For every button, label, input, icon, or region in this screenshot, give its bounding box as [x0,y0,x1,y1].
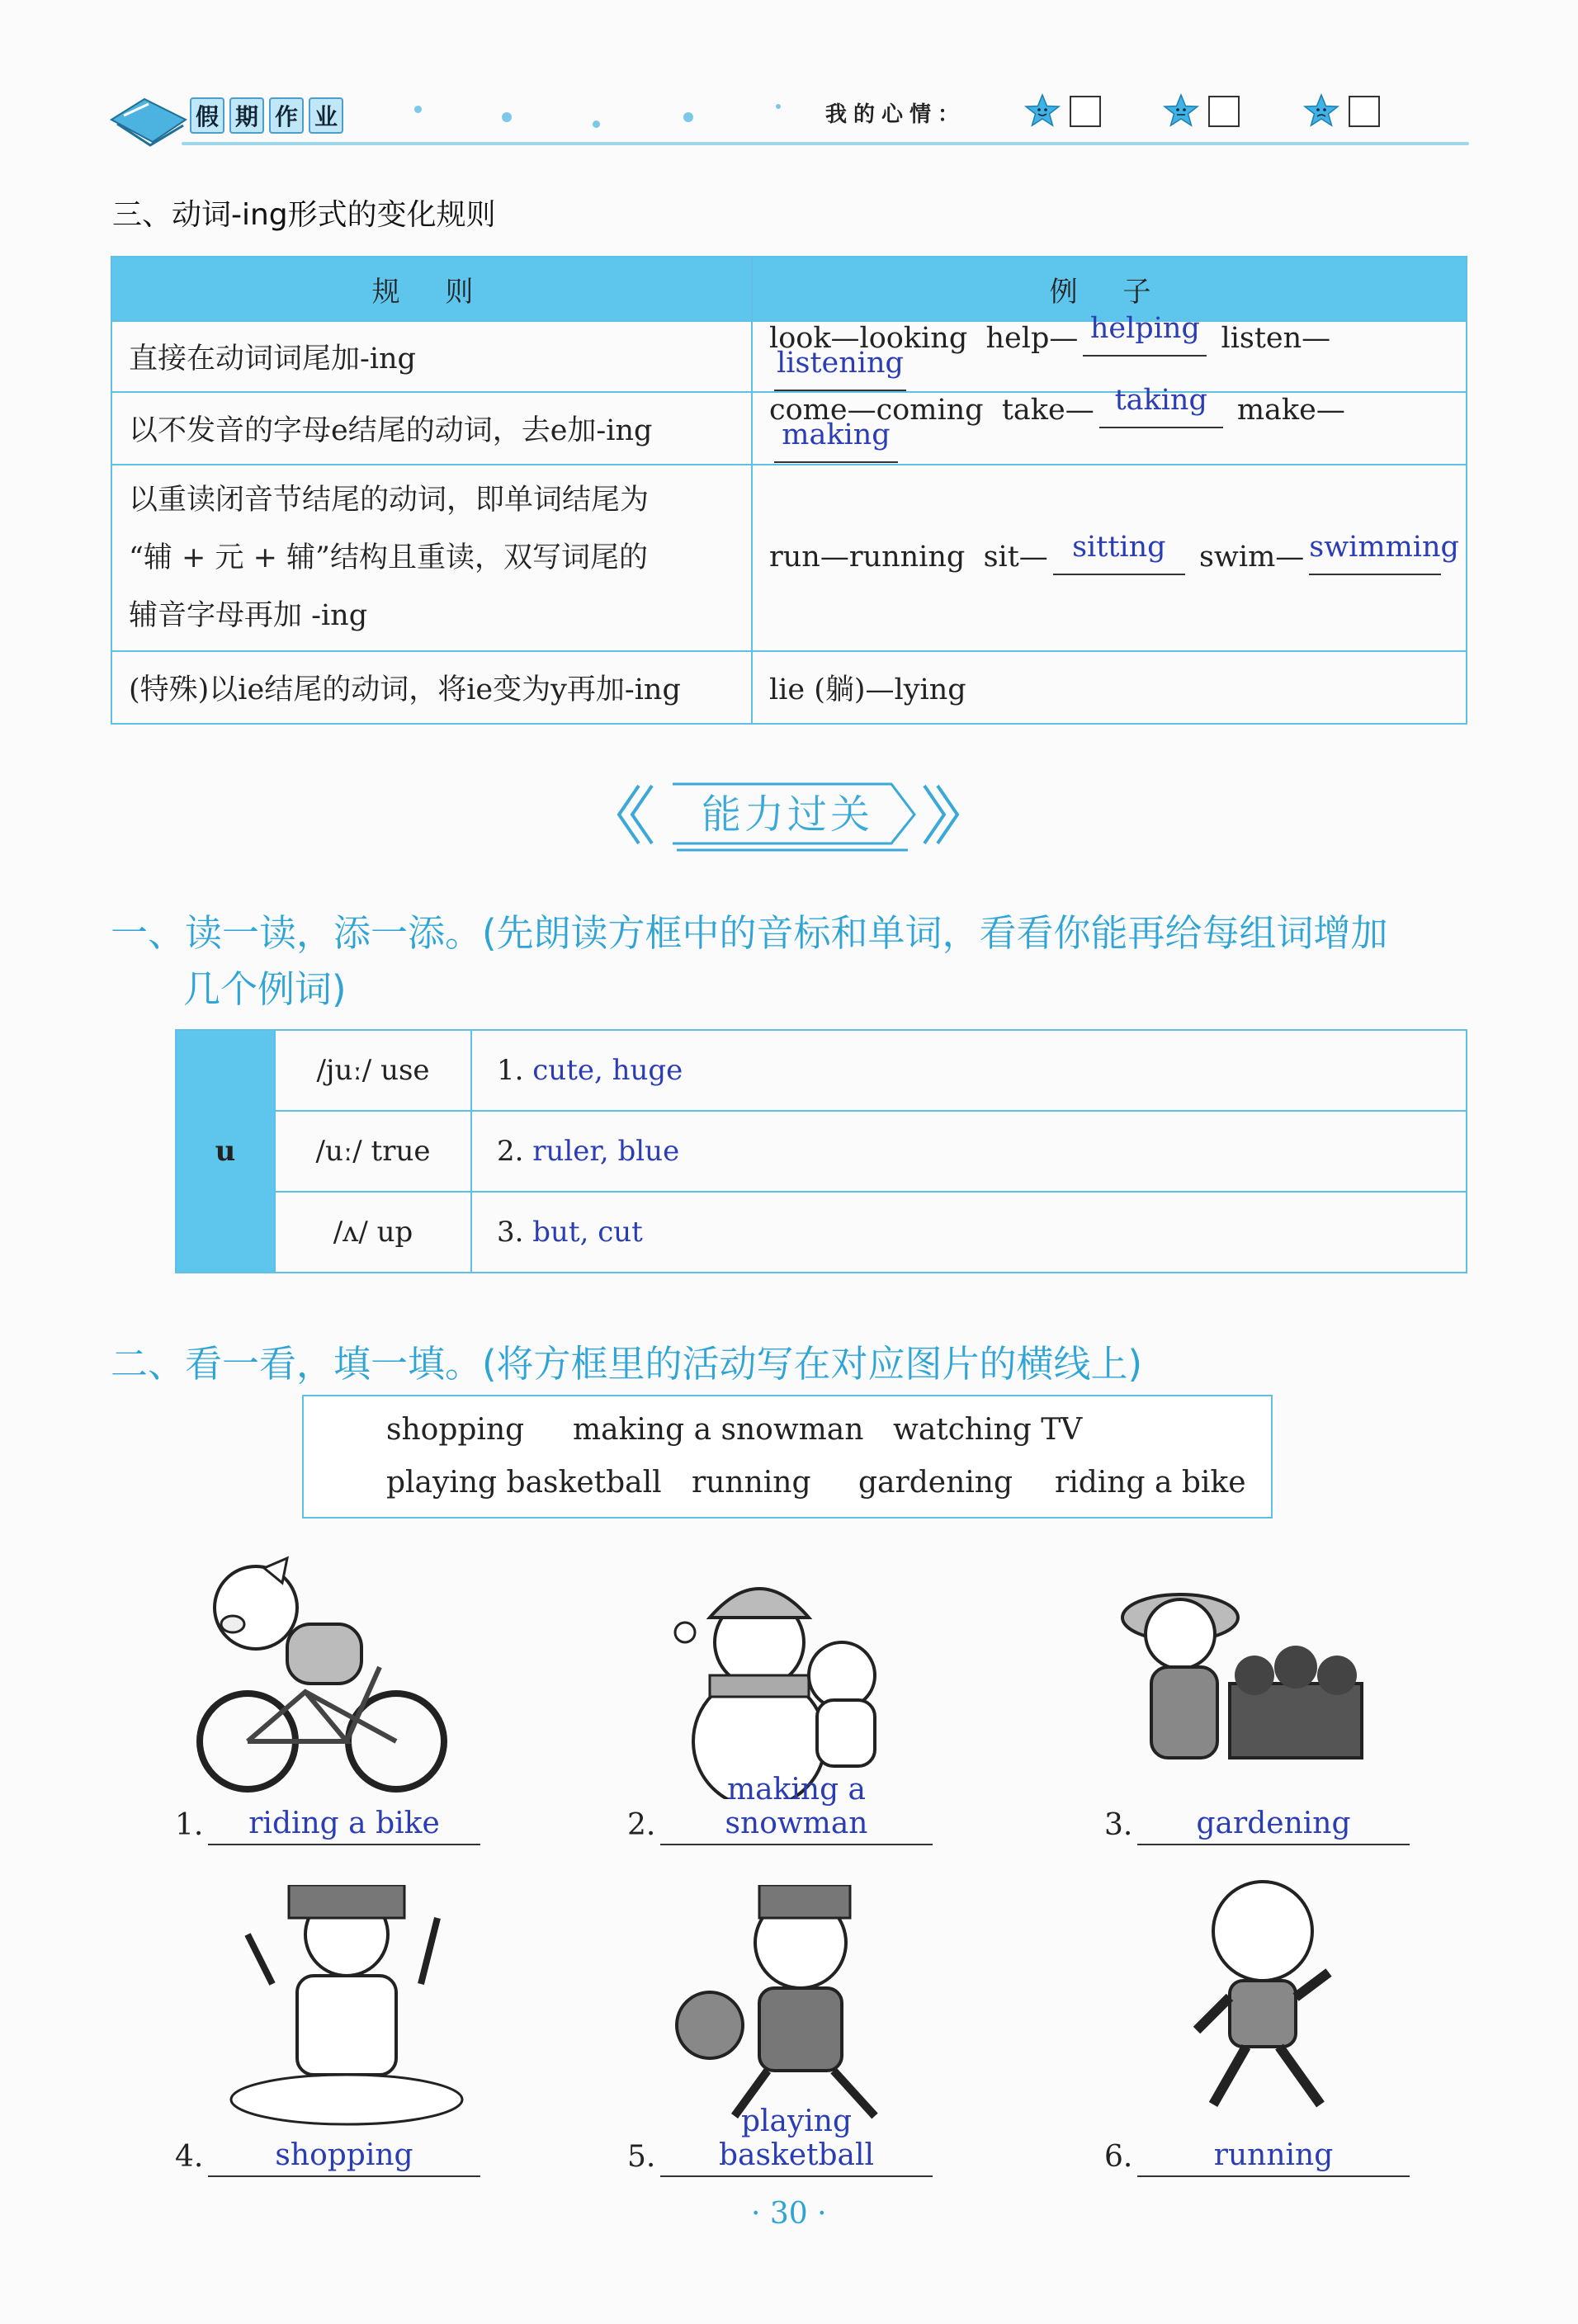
rule-line: 以重读闭音节结尾的动词，即单词结尾为 [129,484,650,517]
example-text: swim— [1198,541,1305,574]
answer-blank[interactable] [774,418,898,463]
header-title-char: 期 [229,97,264,134]
answer-text: playing basketball [660,2104,933,2177]
word-bank-item: running [692,1466,811,1500]
rule-cell: 以不发音的字母e结尾的动词，去e加-ing [111,392,752,465]
header-title-char: 作 [269,97,304,134]
item-number: 2. [497,1135,524,1168]
table-row [176,1111,1467,1192]
pig-playing-basketball-illustration [669,1885,933,2133]
answer-text: running [1137,2138,1410,2177]
word-bank-item: watching TV [893,1413,1083,1447]
answer-text: making a snowman [660,1773,933,1845]
example-answer-cell[interactable] [471,1192,1467,1273]
book-icon [107,91,190,149]
item-number: 1. [175,1808,204,1842]
example-answer-cell[interactable] [471,1030,1467,1111]
example-text: help— [985,322,1079,355]
pig-shopping-illustration [223,1885,487,2133]
answer-text: listening [777,347,904,380]
pig-running-illustration [1139,1873,1403,2121]
mood-checkbox[interactable] [1208,96,1240,127]
example-text: listen— [1221,322,1331,355]
example-cell [752,312,1467,392]
ing-rules-table [111,256,1467,725]
letter-cell: u [176,1030,275,1273]
table-row [111,321,1467,392]
example-answer-cell[interactable] [471,1111,1467,1192]
mood-option[interactable] [1023,92,1101,130]
answer-line-6[interactable] [1104,2128,1418,2177]
phonetic-cell: /ʌ/ up [275,1192,471,1273]
neutral-star-icon [1162,92,1200,130]
answer-text: riding a bike [208,1807,480,1845]
mood-label: 我的心情： [825,102,966,127]
mood-option[interactable] [1162,92,1240,130]
answer-blank[interactable] [1053,531,1185,575]
mood-option[interactable] [1302,92,1380,130]
example-cell [752,465,1467,651]
table-header-row [111,257,1467,321]
part1-title: 一、读一读，添一添。(先朗读方框中的音标和单词，看看你能再给每组词增加 [111,911,1388,955]
answer-text: making [782,418,891,451]
smiling-star-icon [1023,92,1061,130]
header-title-char: 假 [190,97,224,134]
rule-cell: 直接在动词词尾加-ing [111,321,752,392]
item-number: 5. [627,2140,656,2174]
part1-title-cont: 几个例词) [183,967,347,1011]
answer-text: shopping [208,2138,480,2177]
answer-text: gardening [1137,1807,1410,1845]
table-row [176,1030,1467,1111]
example-cell: lie (躺)—lying [752,651,1467,724]
example-text: run—running [769,541,966,574]
answer-text: swimming [1309,531,1459,564]
banner-title: 能力过关 [702,791,874,838]
column-header-rule: 规 则 [111,257,752,321]
page-number: · 30 · [751,2197,827,2231]
table-row [176,1192,1467,1273]
word-bank-item: riding a bike [1055,1466,1246,1500]
phonetic-cell: /uː/ true [275,1111,471,1192]
example-text: come—coming [769,394,984,427]
answer-line-1[interactable] [175,1796,489,1845]
item-number: 4. [175,2140,204,2174]
answer-line-4[interactable] [175,2128,489,2177]
phonetic-cell: /juː/ use [275,1030,471,1111]
word-bank-item: shopping [386,1413,525,1447]
header-title [190,92,347,139]
item-number: 3. [497,1216,524,1249]
pig-riding-bike-illustration [190,1552,454,1799]
answer-text: ruler, blue [532,1135,680,1168]
rule-cell: (特殊)以ie结尾的动词，将ie变为y再加-ing [111,651,752,724]
answer-line-3[interactable] [1104,1796,1418,1845]
table-row [111,651,1467,724]
example-text: look—looking [769,322,968,355]
example-text: make— [1236,394,1345,427]
answer-blank[interactable] [774,347,906,391]
item-number: 6. [1104,2140,1133,2174]
sad-star-icon [1302,92,1340,130]
table-row [111,392,1467,465]
item-number: 2. [627,1808,656,1842]
phonics-table [175,1029,1467,1273]
header-title-char: 业 [309,97,343,134]
word-bank-item: playing basketball [386,1466,662,1500]
mood-checkbox[interactable] [1070,96,1101,127]
answer-text: but, cut [532,1216,643,1249]
example-cell [752,384,1467,465]
example-text: sit— [983,541,1048,574]
part2-title: 二、看一看，填一填。(将方框里的活动写在对应图片的横线上) [111,1342,1143,1386]
table-row [111,465,1467,651]
answer-line-5[interactable] [627,2104,941,2177]
answer-blank[interactable] [1083,312,1207,357]
item-number: 1. [497,1054,524,1087]
section-title: 三、动词-ing形式的变化规则 [112,198,496,232]
header-rule [182,142,1469,145]
word-bank-item: making a snowman [573,1413,864,1447]
answer-blank[interactable] [1099,384,1223,428]
snowman-with-pig-illustration [652,1552,916,1799]
rule-line: “辅 + 元 + 辅”结构且重读，双写词尾的 [129,541,648,574]
example-text: take— [1001,394,1094,427]
pig-gardening-illustration [1114,1552,1378,1799]
rule-line: 辅音字母再加 -ing [129,599,368,632]
column-header-example: 例 子 [752,257,1467,321]
answer-text: helping [1089,312,1200,345]
item-number: 3. [1104,1808,1133,1842]
answer-text: taking [1114,384,1207,417]
word-bank [302,1395,1273,1519]
rule-cell [111,465,752,651]
answer-line-2[interactable] [627,1773,941,1845]
word-bank-item: gardening [858,1466,1013,1500]
mood-checkbox[interactable] [1349,96,1380,127]
answer-text: sitting [1072,531,1166,564]
answer-blank[interactable] [1309,531,1459,575]
answer-text: cute, huge [532,1054,683,1087]
